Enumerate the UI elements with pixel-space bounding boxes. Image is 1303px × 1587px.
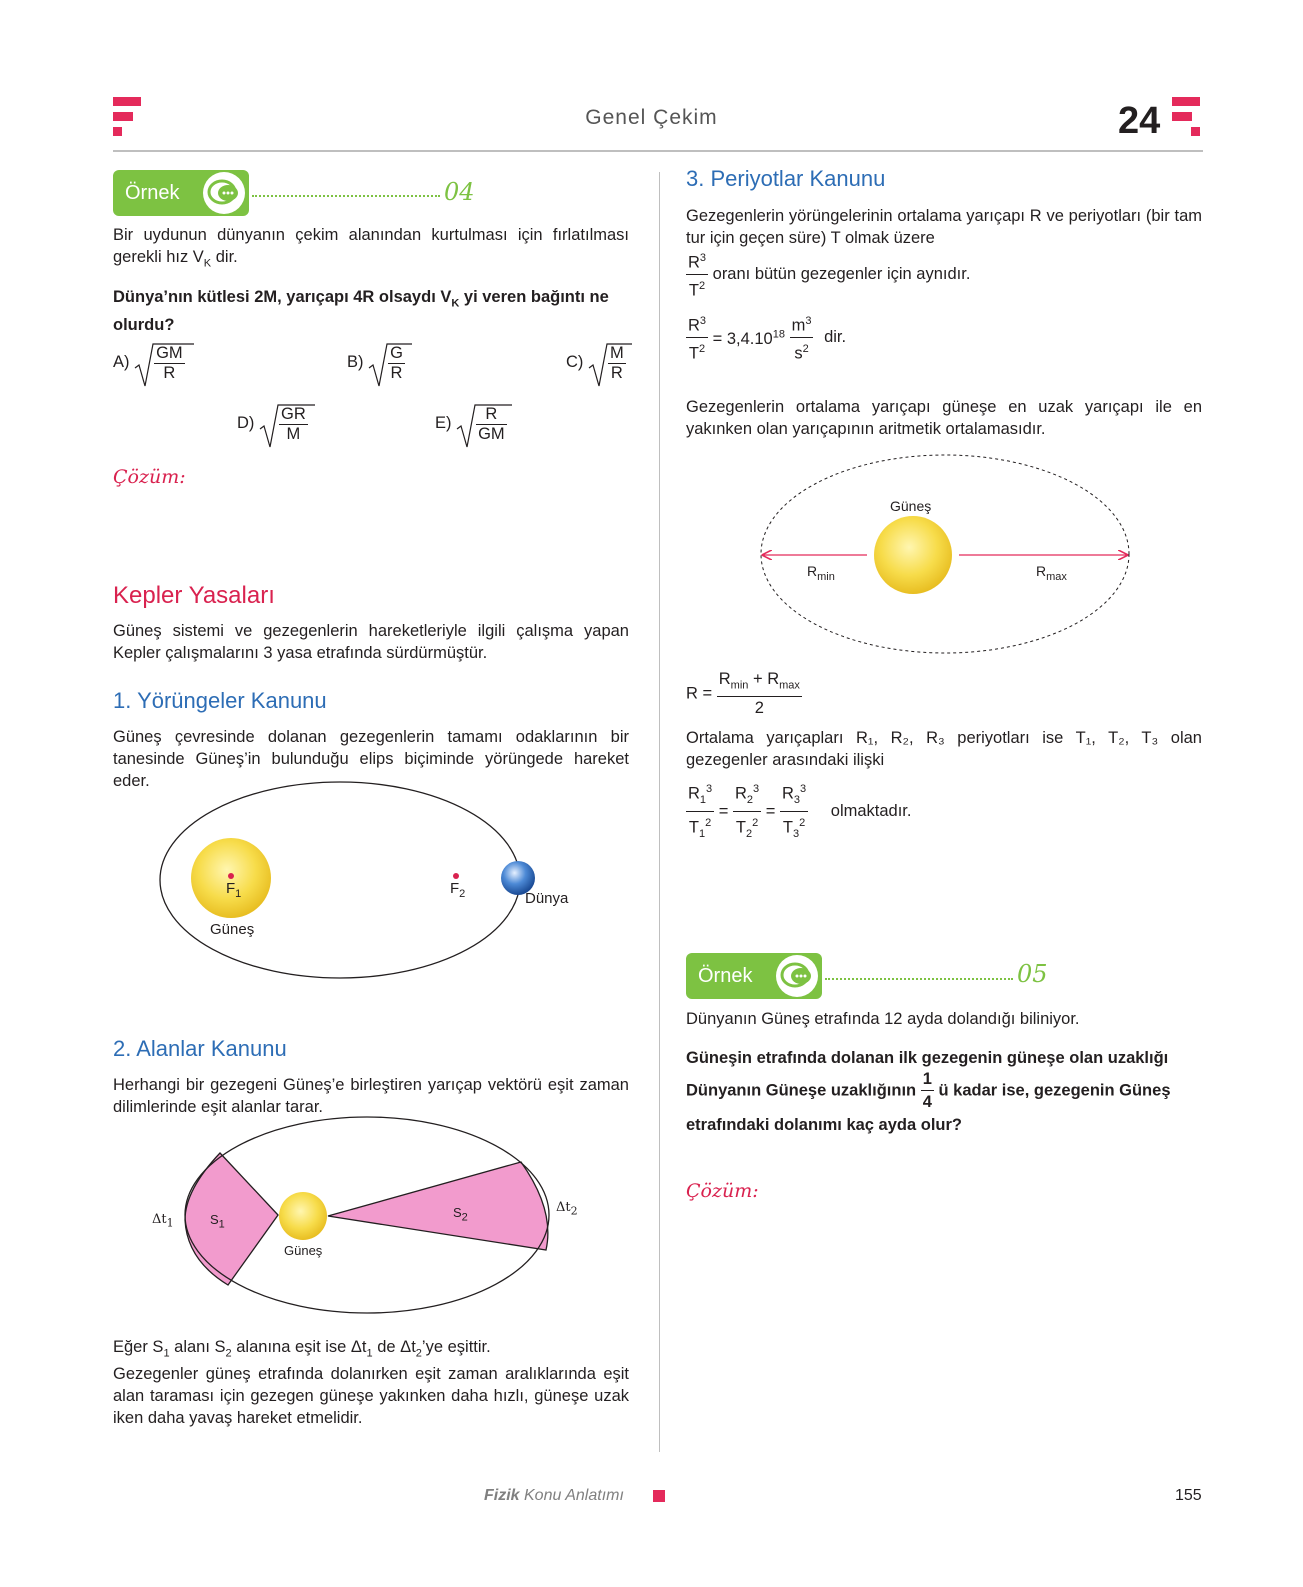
- solution-label: Çözüm:: [113, 466, 186, 488]
- option-d[interactable]: D) $\frac{GR}{M}$: [237, 403, 308, 444]
- kepler-intro: Güneş sistemi ve gezegenlerin hareketleriyle ilgili çalışma yapan Kepler çalışmalarını 3 yasa etrafında sürdürmüştür.: [113, 622, 629, 662]
- areas-equality-line: Eğer $S_1$ alanı $S_2$ alanına eşit ise $\Delta t_1$ de $\Delta t_2’ye$ eşittir.: [113, 1338, 491, 1360]
- sun-label: Güneş: [284, 1243, 323, 1258]
- ornek-dotted-line: [252, 195, 440, 197]
- s1-label: $S_1$: [210, 1212, 225, 1231]
- ornek-number: 04: [444, 178, 475, 206]
- relation-text: Ortalama yarıçapları R₁, R₂, R₃ periyotları ise T₁, T₂, T₃ olan gezegenler arasındaki ilişki: [686, 729, 1202, 769]
- option-b[interactable]: B) $\frac{G}{R}$: [347, 342, 405, 383]
- focus-2-dot: [453, 873, 459, 879]
- law2-title: 2. Alanlar Kanunu: [113, 1036, 287, 1061]
- sqrt-icon: $\frac{R}{GM}$: [456, 403, 507, 444]
- ornek-dotted-line: [825, 978, 1013, 980]
- law1-text: Güneş çevresinde dolanan gezegenlerin tamamı odaklarının bir tanesinde Güneş’in bulunduğu elips biçiminde yörüngede hareket eder.: [113, 728, 629, 790]
- f1-label: $F_1$: [226, 880, 242, 900]
- ornek2-q3: etrafındaki dolanımı kaç ayda olur?: [686, 1116, 962, 1134]
- sqrt-icon: $\frac{GR}{M}$: [259, 403, 308, 444]
- area-s1: [185, 1153, 278, 1285]
- earth-label: Dünya: [525, 890, 569, 907]
- law2-conclusion: Gezegenler güneş etrafında dolanırken eşit zaman aralıklarında eşit alan taraması için gezegen güneşe yakınken daha hızlı, güneşe uzak iken daha yavaş hareket etmelidir.: [113, 1365, 629, 1427]
- chapter-number: 24: [1118, 100, 1161, 142]
- sqrt-icon: $\frac{GM}{R}$: [134, 342, 185, 383]
- ornek-badge-04: [113, 170, 249, 216]
- radius-diagram: [755, 452, 1135, 657]
- footer-book-title: Fizik Konu Anlatımı: [484, 1487, 624, 1504]
- ornek2-q1: Güneşin etrafında dolanan ilk gezegenin güneşe olan uzaklığı: [686, 1049, 1169, 1067]
- unit-fraction: $\frac{m^3}{s^2}$: [790, 310, 814, 364]
- areas-diagram: [175, 1110, 585, 1330]
- relation-formula: $\frac{R_1^3}{T_1^2}$ = $\frac{R_2^3}{T_2^2}$ = $\frac{R_3^3}{T_3^2}$ olmaktadır.: [686, 778, 911, 845]
- kepler-title: Kepler Yasaları: [113, 582, 275, 609]
- ornek-label: Örnek: [698, 965, 753, 987]
- option-e[interactable]: E) $\frac{R}{GM}$: [435, 403, 507, 444]
- ornek-badge-05: [686, 953, 822, 999]
- mean-radius-formula: R = $\frac{R_{min} + R_{max}}{2}$: [686, 670, 800, 718]
- rmin-label: $R_{min}$: [807, 563, 835, 583]
- law1-title: 1. Yörüngeler Kanunu: [113, 688, 327, 713]
- option-a[interactable]: A) $\frac{GM}{R}$: [113, 342, 185, 383]
- sun-icon: [874, 516, 952, 594]
- ornek1-intro: Bir uydunun dünyanın çekim alanından kurtulması için fırlatılması gerekli hız $V_K$ dir.: [113, 226, 629, 270]
- sqrt-icon: $\frac{M}{R}$: [588, 342, 626, 383]
- ornek-number: 05: [1017, 960, 1048, 988]
- chat-bubble-icon: [776, 955, 818, 997]
- ornek2-q2: Dünyanın Güneşe uzaklığının $\frac{1}{4}$ ü kadar ise, gezegenin Güneş: [686, 1070, 1171, 1111]
- ratio-line: $\frac{R^3}{T^2}$ oranı bütün gezegenler için aynıdır.: [686, 247, 970, 301]
- focus-1-dot: [228, 873, 234, 879]
- r3-over-t2: $\frac{R^3}{T^2}$: [686, 310, 708, 364]
- ornek2-intro: Dünyanın Güneş etrafında 12 ayda dolandığı biliniyor.: [686, 1010, 1080, 1028]
- header-rule: [113, 150, 1203, 152]
- law3-title: 3. Periyotlar Kanunu: [686, 166, 886, 191]
- solution-label: Çözüm:: [686, 1180, 759, 1202]
- orbit-diagram: [150, 780, 590, 1000]
- rmax-label: $R_{max}$: [1036, 563, 1067, 583]
- column-divider: [659, 172, 660, 1452]
- f2-label: $F_2$: [450, 880, 466, 900]
- ornek1-question: Dünya’nın kütlesi 2M, yarıçapı 4R olsaydı $V_K$ yi veren bağıntı ne olurdu?: [113, 288, 609, 335]
- dt1-label: $\Delta t_1$: [152, 1212, 174, 1230]
- footer-square-icon: [653, 1490, 665, 1502]
- page-number: 155: [1175, 1487, 1202, 1504]
- logo-right: [1172, 97, 1202, 137]
- s2-label: $S_2$: [453, 1205, 468, 1224]
- mean-radius-text: Gezegenlerin ortalama yarıçapı güneşe en uzak yarıçapı ile en yakınken olan yarıçapının aritmetik ortalamasıdır.: [686, 398, 1202, 438]
- chat-bubble-icon: [203, 172, 245, 214]
- dt2-label: $\Delta t_2$: [556, 1200, 578, 1218]
- ornek-label: Örnek: [125, 182, 180, 204]
- sun-label: Güneş: [890, 498, 932, 514]
- constant-line: $\frac{R^3}{T^2}$ = $3,4.10^{18}$ $\frac{m^3}{s^2}$ dir.: [686, 310, 846, 364]
- sun-icon: [279, 1192, 327, 1240]
- sun-label: Güneş: [210, 921, 255, 938]
- quarter-fraction: $\frac{1}{4}$: [922, 1070, 932, 1111]
- law2-text: Herhangi bir gezegeni Güneş’e birleştiren yarıçap vektörü eşit zaman dilimlerinde eşit alanlar tarar.: [113, 1076, 629, 1116]
- law3-intro: Gezegenlerin yörüngelerinin ortalama yarıçapı R ve periyotları (bir tam tur için geçen süre) T olmak üzere: [686, 207, 1202, 247]
- option-c[interactable]: C) $\frac{M}{R}$: [566, 342, 626, 383]
- area-s2: [328, 1162, 548, 1250]
- sqrt-icon: $\frac{G}{R}$: [368, 342, 405, 383]
- page-title: Genel Çekim: [585, 106, 718, 129]
- r3-over-t2: $\frac{R^3}{T^2}$: [686, 247, 708, 301]
